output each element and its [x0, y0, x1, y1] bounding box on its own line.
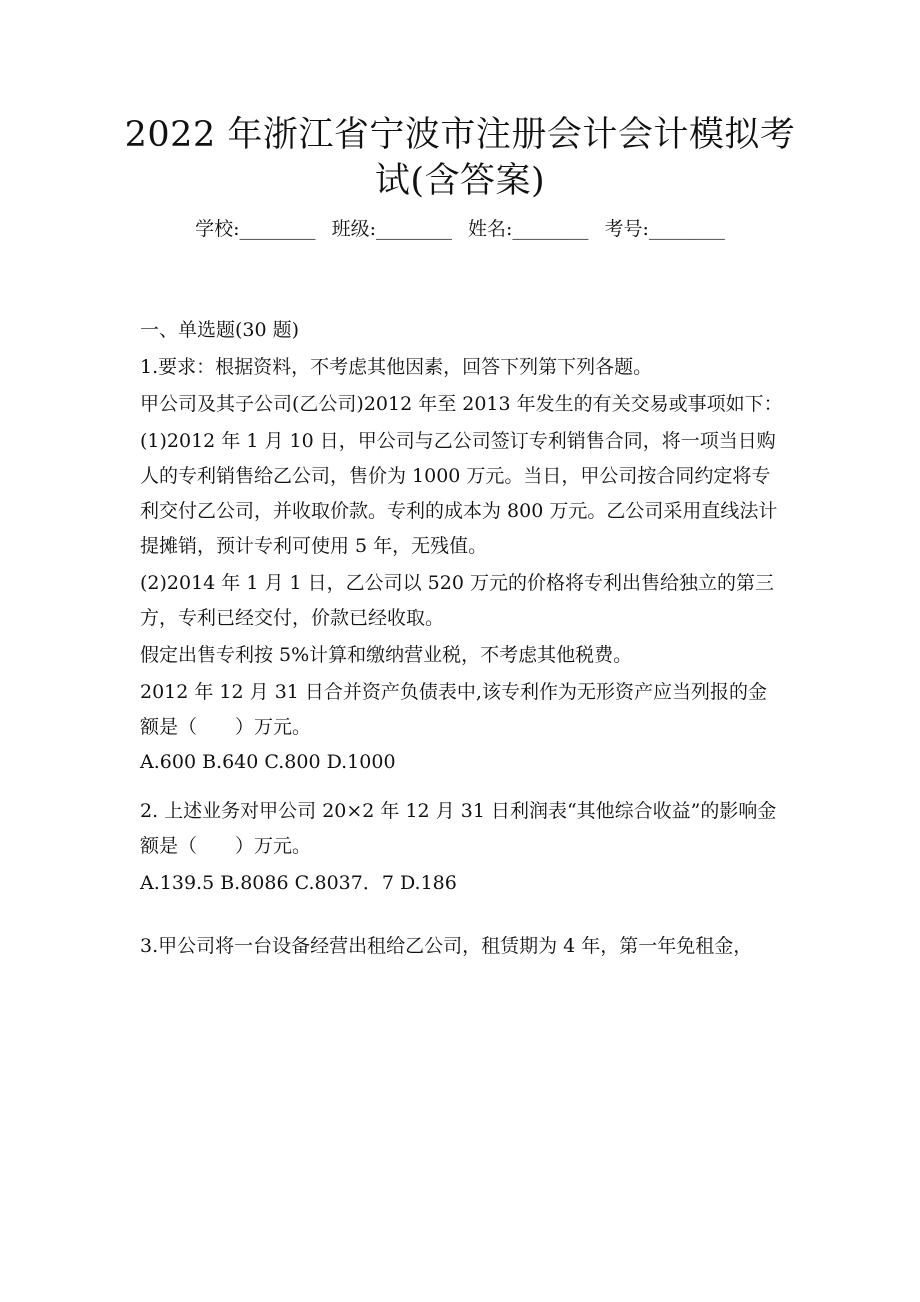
- section-heading: 一、单选题(30 题): [140, 319, 300, 341]
- q3-question: 3.甲公司将一台设备经营出租给乙公司，租赁期为 4 年，第一年免租金，: [140, 935, 753, 957]
- document-body: [140, 313, 785, 964]
- q1-assumption: 假定出售专利按 5%计算和缴纳营业税，不考虑其他税费。: [140, 644, 633, 666]
- exam-number-field: 考号:________: [604, 218, 725, 240]
- school-field: 学校:________: [195, 218, 316, 240]
- q2-question: 2. 上述业务对甲公司 20×2 年 12 月 31 日利润表“其他综合收益”的影响金额是（ ）万元。: [140, 800, 777, 857]
- q1-item-2: (2)2014 年 1 月 1 日，乙公司以 520 万元的价格将专利出售给独立的第三方，专利已经交付，价款已经收取。: [140, 572, 774, 629]
- student-info-fields: [0, 214, 920, 244]
- q1-instruction: 1.要求：根据资料，不考虑其他因素，回答下列第下列各题。: [140, 356, 653, 378]
- q2-options: A.139.5 B.8086 C.8037．7 D.186: [140, 872, 457, 894]
- q1-question: 2012 年 12 月 31 日合并资产负债表中,该专利作为无形资产应当列报的金额是（ ）万元。: [140, 681, 767, 738]
- class-field: 班级:________: [331, 218, 452, 240]
- q1-intro: 甲公司及其子公司(乙公司)2012 年至 2013 年发生的有关交易或事项如下：: [140, 393, 783, 415]
- document-title: 2022 年浙江省宁波市注册会计会计模拟考试(含答案): [124, 115, 796, 201]
- q1-options: A.600 B.640 C.800 D.1000: [140, 751, 396, 773]
- name-field: 姓名:________: [468, 218, 589, 240]
- q1-item-1: (1)2012 年 1 月 10 日，甲公司与乙公司签订专利销售合同，将一项当日购人的专利销售给乙公司，售价为 1000 万元。当日，甲公司按合同约定将专利交付乙公司，并收取价款。专利的成本为 800 万元。乙公司采用直线法计提摊销，预计专利可使用 5 年，无残值。: [140, 430, 778, 557]
